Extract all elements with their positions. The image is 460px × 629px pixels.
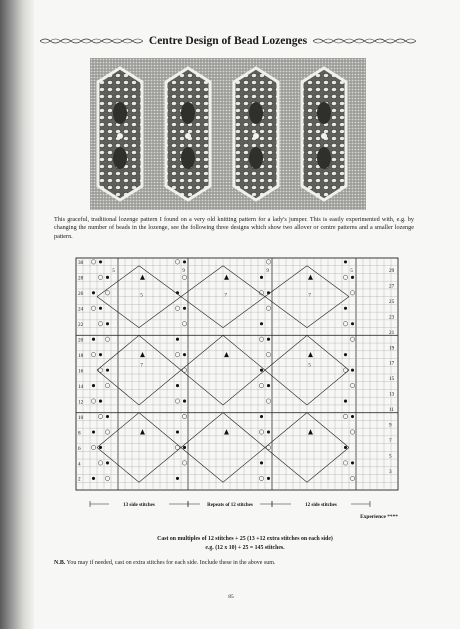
row-number: 12 xyxy=(78,399,84,406)
double-decrease-symbol xyxy=(140,429,145,434)
row-number: 5 xyxy=(389,453,392,460)
bead-symbol xyxy=(92,477,95,480)
caption-paragraph: This graceful, traditional lozenge pattern I found on a very old knitting pattern for a lady's jumper. This is easily experimented with, e.g. by changing the number of beads in the lozenge, see the following three designs which show two allover or centre patterns and a smaller lozenge pattern. xyxy=(54,216,414,240)
bead-symbol xyxy=(344,353,347,356)
bead-symbol xyxy=(183,400,186,403)
yarn-over-symbol xyxy=(105,383,109,387)
cell-count: 9 xyxy=(266,268,269,274)
yarn-over-symbol xyxy=(91,399,95,403)
chart-grid xyxy=(76,258,398,490)
row-number: 15 xyxy=(389,376,395,383)
yarn-over-symbol xyxy=(105,476,109,480)
yarn-over-symbol xyxy=(98,275,102,279)
bead-symbol xyxy=(260,322,263,325)
page-title: Centre Design of Bead Lozenges xyxy=(148,35,308,47)
yarn-over-symbol xyxy=(266,352,270,356)
yarn-over-symbol xyxy=(266,260,270,264)
cell-count: 5 xyxy=(308,363,311,369)
yarn-over-symbol xyxy=(182,414,186,418)
ornament-left-icon xyxy=(40,37,143,45)
yarn-over-symbol xyxy=(343,461,347,465)
bead-symbol xyxy=(260,461,263,464)
yarn-over-symbol xyxy=(350,430,354,434)
note-prefix: N.B. xyxy=(54,560,66,566)
bead-symbol xyxy=(99,353,102,356)
yarn-over-symbol xyxy=(343,321,347,325)
chart-section-labels xyxy=(90,500,398,520)
row-number: 2 xyxy=(78,476,81,483)
yarn-over-symbol xyxy=(350,337,354,341)
yarn-over-symbol xyxy=(98,368,102,372)
yarn-over-symbol xyxy=(98,321,102,325)
row-number: 17 xyxy=(389,360,395,367)
yarn-over-symbol xyxy=(91,445,95,449)
row-number: 4 xyxy=(78,461,81,468)
bead-symbol xyxy=(267,430,270,433)
cell-count: 7 xyxy=(140,363,143,369)
bead-symbol xyxy=(106,322,109,325)
yarn-over-symbol xyxy=(182,368,186,372)
cell-count: 5 xyxy=(140,293,143,299)
yarn-over-symbol xyxy=(343,414,347,418)
experience-label: Experience **** xyxy=(360,514,398,520)
row-number: 23 xyxy=(389,314,395,321)
book-gutter-shadow xyxy=(0,0,34,629)
cell-count: 7 xyxy=(308,293,311,299)
bead-symbol xyxy=(106,461,109,464)
bead-symbol xyxy=(99,446,102,449)
row-number: 18 xyxy=(78,352,84,359)
row-numbers-right xyxy=(389,268,395,475)
row-number: 13 xyxy=(389,391,395,398)
bead-symbol xyxy=(99,307,102,310)
double-decrease-symbol xyxy=(140,275,145,280)
yarn-over-symbol xyxy=(98,414,102,418)
bead-symbol xyxy=(176,477,179,480)
bead-symbol xyxy=(106,276,109,279)
yarn-over-symbol xyxy=(259,430,263,434)
yarn-over-symbol xyxy=(175,445,179,449)
row-number: 26 xyxy=(78,291,84,298)
yarn-over-symbol xyxy=(91,352,95,356)
yarn-over-symbol xyxy=(259,476,263,480)
row-number: 19 xyxy=(389,345,395,352)
bead-symbol xyxy=(351,369,354,372)
ornament-right-icon xyxy=(313,37,416,45)
double-decrease-symbol xyxy=(224,275,229,280)
row-number: 29 xyxy=(389,267,395,274)
bead-symbol xyxy=(351,415,354,418)
cell-counts xyxy=(112,269,353,368)
bead-symbol xyxy=(92,338,95,341)
page-number: 85 xyxy=(228,594,234,600)
section-label: Repeats of 12 stitches xyxy=(207,503,253,508)
bead-symbol xyxy=(99,400,102,403)
yarn-over-symbol xyxy=(105,430,109,434)
bead-symbol xyxy=(183,446,186,449)
cell-count: 5 xyxy=(350,268,353,274)
bead-symbol xyxy=(183,260,186,263)
row-number: 9 xyxy=(389,422,392,429)
bead-symbol xyxy=(260,369,263,372)
yarn-over-symbol xyxy=(91,260,95,264)
bead-symbol xyxy=(99,260,102,263)
cell-count: 7 xyxy=(224,293,227,299)
yarn-over-symbol xyxy=(343,368,347,372)
row-number: 10 xyxy=(78,414,84,421)
bead-symbol xyxy=(92,430,95,433)
row-number: 22 xyxy=(78,322,84,329)
row-number: 3 xyxy=(389,468,392,475)
page-header xyxy=(40,32,416,50)
bead-symbol xyxy=(267,338,270,341)
row-number: 27 xyxy=(389,283,395,290)
yarn-over-symbol xyxy=(266,445,270,449)
yarn-over-symbol xyxy=(266,306,270,310)
yarn-over-symbol xyxy=(105,291,109,295)
yarn-over-symbol xyxy=(175,352,179,356)
bead-symbol xyxy=(176,291,179,294)
row-number: 14 xyxy=(78,383,84,390)
bead-symbol xyxy=(260,276,263,279)
yarn-over-symbol xyxy=(182,275,186,279)
double-decrease-symbol xyxy=(308,275,313,280)
bead-symbol xyxy=(351,461,354,464)
bead-symbol xyxy=(92,291,95,294)
cast-on-example: e.g. (12 x 10) + 25 = 145 stitches. xyxy=(205,545,285,551)
bead-symbol xyxy=(92,384,95,387)
bead-symbol xyxy=(267,477,270,480)
yarn-over-symbol xyxy=(350,476,354,480)
row-number: 30 xyxy=(78,260,84,267)
row-number: 20 xyxy=(78,337,84,344)
yarn-over-symbol xyxy=(266,399,270,403)
row-number: 6 xyxy=(78,445,81,452)
bead-symbol xyxy=(176,384,179,387)
row-number: 25 xyxy=(389,298,395,305)
bead-symbol xyxy=(176,338,179,341)
yarn-over-symbol xyxy=(182,321,186,325)
yarn-over-symbol xyxy=(175,399,179,403)
bead-symbol xyxy=(344,400,347,403)
row-number: 8 xyxy=(78,430,81,437)
bead-symbol xyxy=(183,353,186,356)
knitting-chart xyxy=(60,256,416,526)
double-decrease-symbol xyxy=(224,429,229,434)
row-number: 11 xyxy=(389,407,394,414)
note-paragraph xyxy=(54,560,414,566)
yarn-over-symbol xyxy=(91,306,95,310)
row-number: 7 xyxy=(389,438,392,445)
yarn-over-symbol xyxy=(259,337,263,341)
section-label: 12 side stitches xyxy=(305,503,337,508)
bead-symbol xyxy=(351,276,354,279)
bead-symbol xyxy=(106,369,109,372)
bead-symbol xyxy=(260,415,263,418)
knitted-lace-photo xyxy=(90,58,366,210)
double-decrease-symbol xyxy=(140,352,145,357)
bead-symbol xyxy=(344,446,347,449)
yarn-over-symbol xyxy=(350,383,354,387)
yarn-over-symbol xyxy=(175,306,179,310)
section-label: 13 side stitches xyxy=(123,503,155,508)
yarn-over-symbol xyxy=(98,461,102,465)
bead-symbol xyxy=(344,260,347,263)
row-number: 21 xyxy=(389,329,395,336)
bead-symbol xyxy=(106,415,109,418)
bead-symbol xyxy=(183,307,186,310)
yarn-over-symbol xyxy=(175,260,179,264)
row-number: 28 xyxy=(78,275,84,282)
bead-symbol xyxy=(344,307,347,310)
note-text: You may if needed, cast on extra stitches for each side. Include these in the above sum. xyxy=(66,560,276,566)
bead-symbol xyxy=(267,384,270,387)
cast-on-instruction: Cast on multiples of 12 stitches + 25 (13 +12 extra stitches on each side) xyxy=(157,536,333,542)
cell-count: 9 xyxy=(182,268,185,274)
yarn-over-symbol xyxy=(105,337,109,341)
yarn-over-symbol xyxy=(182,461,186,465)
yarn-over-symbol xyxy=(343,275,347,279)
row-number: 24 xyxy=(78,306,84,313)
bead-symbol xyxy=(351,322,354,325)
row-numbers-left xyxy=(78,260,84,483)
double-decrease-symbol xyxy=(308,429,313,434)
bead-symbol xyxy=(267,291,270,294)
cell-count: 5 xyxy=(112,268,115,274)
double-decrease-symbol xyxy=(224,352,229,357)
yarn-over-symbol xyxy=(350,291,354,295)
row-number: 16 xyxy=(78,368,84,375)
bead-symbol xyxy=(176,430,179,433)
yarn-over-symbol xyxy=(259,383,263,387)
double-decrease-symbol xyxy=(308,352,313,357)
